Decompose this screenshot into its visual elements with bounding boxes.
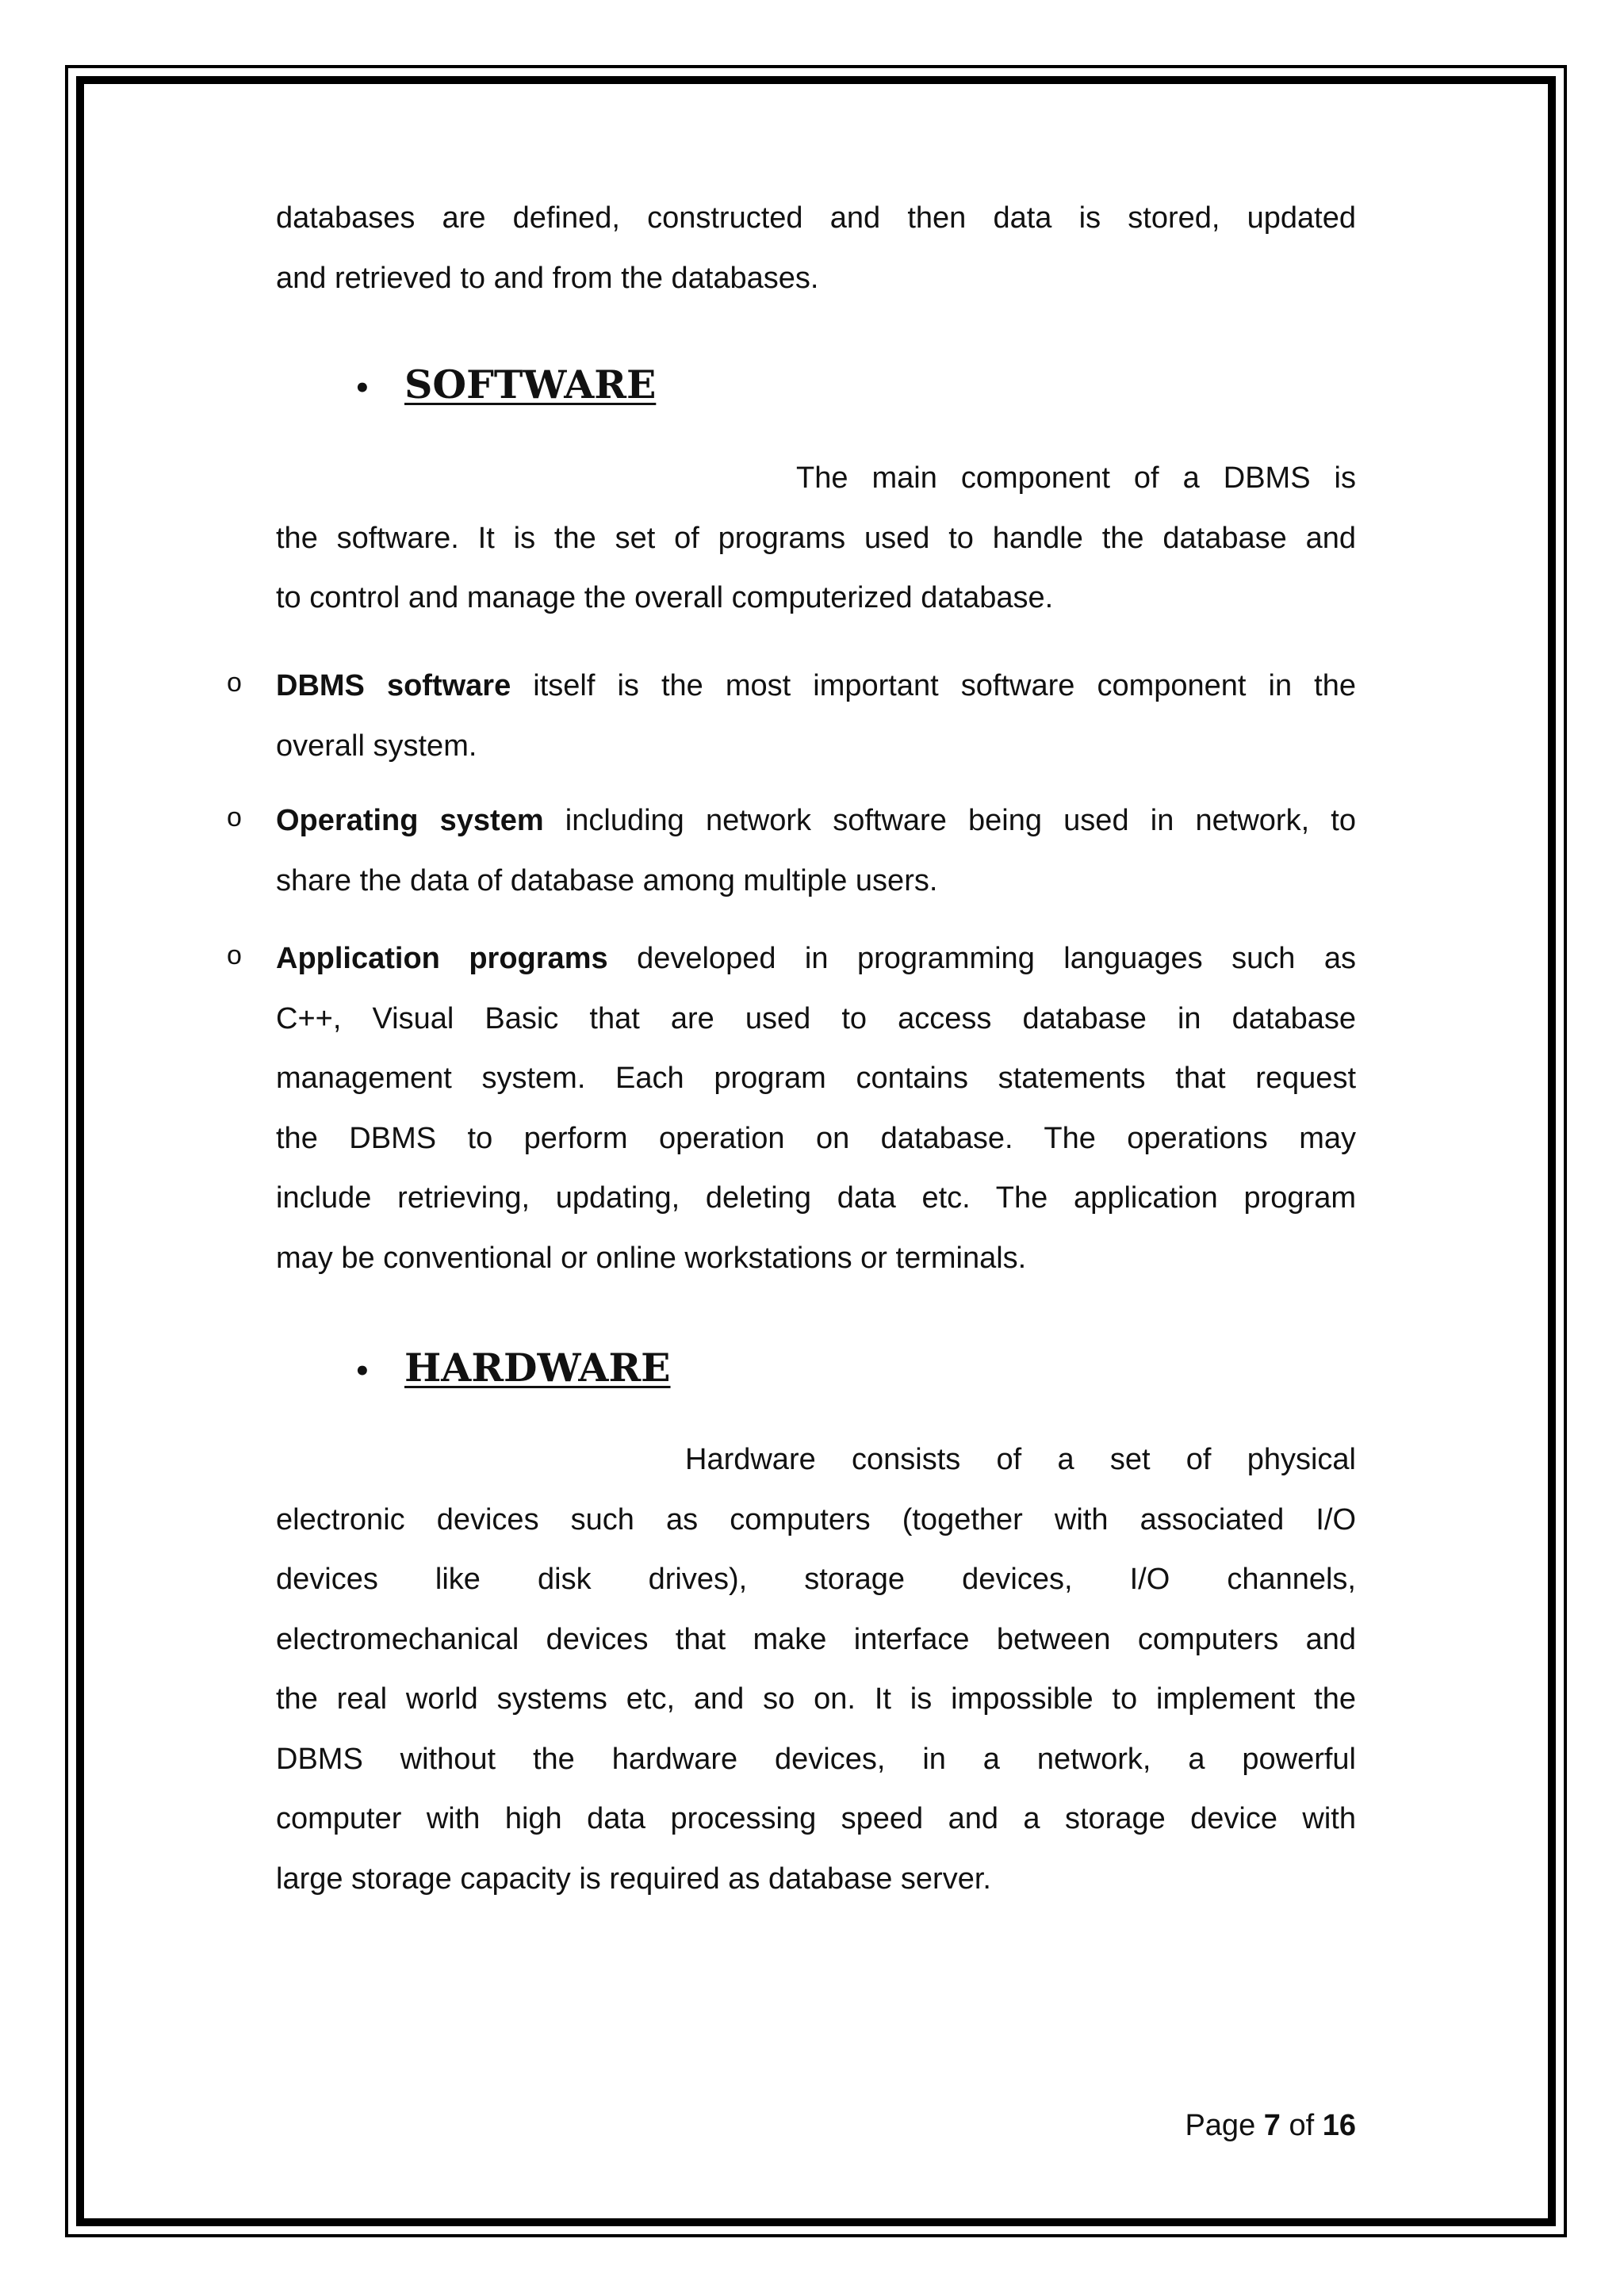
hardware-line: computer with high data processing speed and a storage device with <box>276 1802 1356 1835</box>
intro-line: and retrieved to and from the databases. <box>276 261 819 295</box>
hardware-line <box>276 1430 1356 1490</box>
list-item-dbms-software <box>276 656 1356 776</box>
intro-paragraph <box>276 189 1356 308</box>
software-heading-text: SOFTWARE <box>404 362 657 408</box>
software-line: to control and manage the overall computerized database. <box>276 581 1054 614</box>
list-item-line: C++, Visual Basic that are used to access database in database <box>276 1001 1356 1035</box>
list-item-line: overall system. <box>276 729 477 763</box>
hardware-line: DBMS without the hardware devices, in a network, a powerful <box>276 1742 1356 1776</box>
page-number <box>1185 2109 1356 2143</box>
list-item-line: management system. Each program contains statements that request <box>276 1062 1356 1095</box>
hardware-line: electronic devices such as computers (together with associated I/O <box>276 1502 1356 1536</box>
list-marker: o <box>227 668 242 698</box>
of-label: of <box>1280 2109 1323 2142</box>
hardware-line: electromechanical devices that make interface between computers and <box>276 1622 1356 1656</box>
list-item-bold: Operating system <box>276 804 544 837</box>
hardware-heading-text: HARDWARE <box>404 1345 671 1391</box>
list-item-text: developed in programming languages such as <box>607 942 1356 975</box>
page-label: Page <box>1185 2109 1264 2142</box>
software-line: the software. It is the set of programs used to handle the database and <box>276 521 1356 555</box>
list-marker: o <box>227 802 242 832</box>
hardware-paragraph <box>276 1430 1356 1909</box>
list-item-line <box>276 791 1356 851</box>
list-item-line: share the data of database among multiple users. <box>276 863 938 897</box>
list-item-bold: Application programs <box>276 942 608 975</box>
hardware-line: the real world systems etc, and so on. It is impossible to implement the <box>276 1682 1356 1716</box>
total-pages: 16 <box>1322 2109 1356 2142</box>
list-item-bold: DBMS software <box>276 669 511 702</box>
hardware-line: large storage capacity is required as database server. <box>276 1862 991 1896</box>
software-line <box>276 449 1356 509</box>
bullet-icon: • <box>354 372 371 404</box>
current-page: 7 <box>1263 2109 1281 2142</box>
bullet-icon: • <box>354 1355 371 1387</box>
list-item-line: the DBMS to perform operation on database. The operations may <box>276 1121 1356 1155</box>
list-item-line: include retrieving, updating, deleting data etc. The application program <box>276 1181 1356 1215</box>
hardware-line-text: Hardware consists of a set of physical <box>685 1443 1356 1476</box>
software-paragraph <box>276 449 1356 629</box>
hardware-line: devices like disk drives), storage devices, I/O channels, <box>276 1563 1356 1596</box>
intro-line: databases are defined, constructed and then data is stored, updated <box>276 201 1356 235</box>
list-item-line: may be conventional or online workstations or terminals. <box>276 1241 1027 1275</box>
list-item-line <box>276 929 1356 989</box>
list-marker: o <box>227 940 242 970</box>
list-item-text: itself is the most important software component in the <box>511 669 1356 702</box>
list-item-operating-system <box>276 791 1356 911</box>
software-line-text: The main component of a DBMS is <box>796 461 1356 495</box>
list-item-text: including network software being used in network, to <box>543 804 1356 837</box>
list-item-line <box>276 656 1356 717</box>
hardware-heading <box>354 1345 671 1391</box>
software-heading <box>354 362 656 408</box>
list-item-application-programs <box>276 929 1356 1288</box>
